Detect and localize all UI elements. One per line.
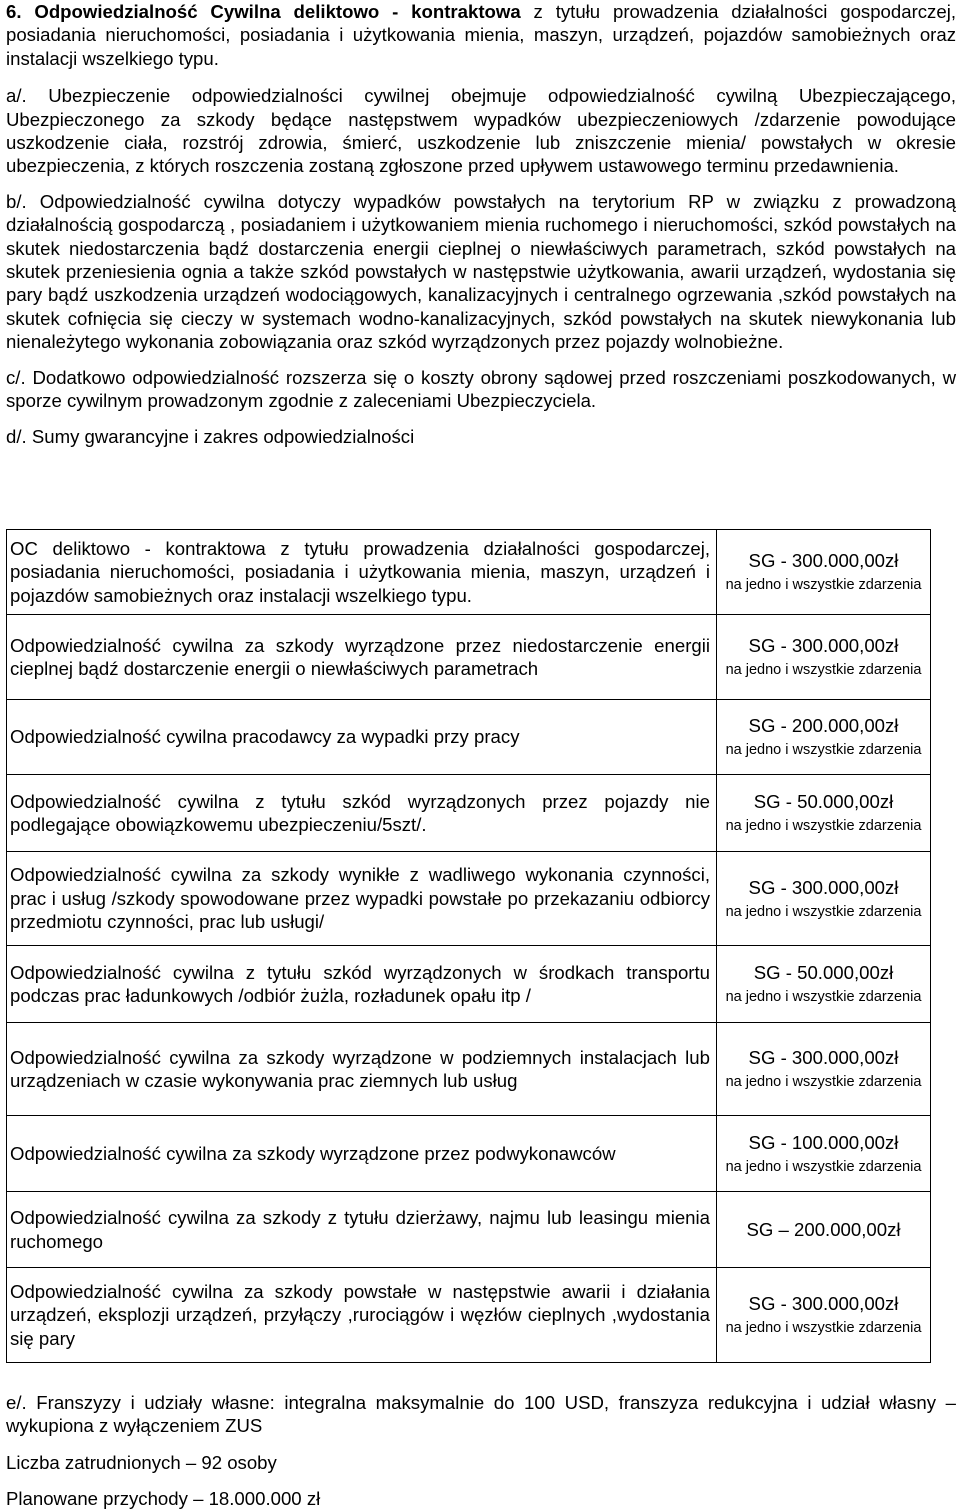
coverage-description: Odpowiedzialność cywilna za szkody wynikłe z wadliwego wykonania czynności, prac i usług /szkody spowodowane przez wypadki powstałe po przekazaniu odbiorcy przedmiotu czynności, prac lub usługi/ xyxy=(7,852,717,946)
table-row xyxy=(7,946,931,1023)
limit-scope: na jedno i wszystkie zdarzenia xyxy=(725,577,922,593)
coverage-limit xyxy=(717,615,931,700)
table-row xyxy=(7,1116,931,1192)
coverage-description: Odpowiedzialność cywilna za szkody wyrządzone przez niedostarczenie energii cieplnej bądź dostarczenie energii o niewłaściwych parametrach xyxy=(7,615,717,700)
limit-amount: SG - 300.000,00zł xyxy=(748,1047,899,1068)
limit-scope: na jedno i wszystkie zdarzenia xyxy=(725,742,922,758)
planned-revenue: Planowane przychody – 18.000.000 zł xyxy=(6,1488,321,1509)
coverage-limit xyxy=(717,1192,931,1268)
coverage-limit xyxy=(717,700,931,775)
limit-amount: SG - 300.000,00zł xyxy=(748,876,899,898)
limit-scope: na jedno i wszystkie zdarzenia xyxy=(725,1320,922,1336)
paragraph-a: a/. Ubezpieczenie odpowiedzialności cywilnej obejmuje odpowiedzialność cywilną Ubezpieczającego, Ubezpieczonego za szkody będące następstwem wypadków ubezpieczeniowych /zdarzenie powodujące uszkodzenie ciała, rozstrój zdrowia, śmierć, uszkodzenie lub zniszczenie mienia/ powstałych w okresie ubezpieczenia, z których roszczenia zostaną zgłoszone przed upływem ustawowego terminu przedawnienia. xyxy=(6,85,956,177)
section-heading xyxy=(6,0,956,70)
limit-amount: SG - 300.000,00zł xyxy=(748,550,899,571)
table-row xyxy=(7,1268,931,1363)
paragraph-d: d/. Sumy gwarancyjne i zakres odpowiedzialności xyxy=(6,425,415,447)
coverage-description: Odpowiedzialność cywilna z tytułu szkód wyrządzonych przez pojazdy nie podlegające obowiązkowemu ubezpieczeniu/5szt/. xyxy=(7,775,717,852)
coverage-limit xyxy=(717,946,931,1023)
limit-amount: SG - 200.000,00zł xyxy=(748,715,899,736)
coverage-table xyxy=(6,529,931,1363)
coverage-limit xyxy=(717,1116,931,1192)
paragraph-e: e/. Franszyzy i udziały własne: integralna maksymalnie do 100 USD, franszyza redukcyjna i udział własny – wykupiona z wyłączeniem ZUS xyxy=(6,1392,956,1437)
limit-scope: na jedno i wszystkie zdarzenia xyxy=(725,818,922,834)
table-row xyxy=(7,852,931,946)
coverage-description: Odpowiedzialność cywilna pracodawcy za wypadki przy pracy xyxy=(7,700,717,775)
limit-amount: SG - 300.000,00zł xyxy=(748,635,899,656)
coverage-description: Odpowiedzialność cywilna za szkody powstałe w następstwie awarii i działania urządzeń, eksplozji urządzeń, przyłączy ,rurociągów i węzłów cieplnych ,wydostania się pary xyxy=(7,1268,717,1363)
table-row xyxy=(7,700,931,775)
coverage-limit xyxy=(717,775,931,852)
coverage-limit xyxy=(717,1268,931,1363)
coverage-description: Odpowiedzialność cywilna za szkody wyrządzone przez podwykonawców xyxy=(7,1116,717,1192)
limit-amount: SG - 100.000,00zł xyxy=(748,1131,899,1153)
employee-count: Liczba zatrudnionych – 92 osoby xyxy=(6,1452,277,1473)
table-row xyxy=(7,775,931,852)
section-heading-title: 6. Odpowiedzialność Cywilna deliktowo - kontraktowa xyxy=(6,1,521,22)
coverage-limit xyxy=(717,530,931,615)
section-heading-subtitle: z tytułu prowadzenia działalności gospodarczej, posiadania nieruchomości, posiadania i użytkowania mienia, maszyn, urządzeń, pojazdów samobieżnych oraz instalacji wszelkiego typu. xyxy=(6,1,956,69)
limit-scope: na jedno i wszystkie zdarzenia xyxy=(725,1074,922,1090)
coverage-description: OC deliktowo - kontraktowa z tytułu prowadzenia działalności gospodarczej, posiadania nieruchomości, posiadania i użytkowania mienia, maszyn, urządzeń i pojazdów samobieżnych oraz instalacji wszelkiego typu. xyxy=(7,530,717,615)
limit-amount: SG - 300.000,00zł xyxy=(748,1293,899,1314)
paragraph-b: b/. Odpowiedzialność cywilna dotyczy wypadków powstałych na terytorium RP w związku z prowadzoną działalnością gospodarczą , posiadaniem i użytkowaniem mienia ruchomego i nieruchomości, szkód powstałych na skutek niedostarczenia bądź dostarczenia energii cieplnej o niewłaściwych parametrach, szkód powstałych na skutek przeniesienia ognia a także szkód powstałych w następstwie użytkowania, awarii urządzeń, wydostania się pary bądź uszkodzenia urządzeń wodociągowych, kanalizacyjnych i centralnego ogrzewania ,szkód powstałych na skutek cofnięcia się cieczy w systemach wodno-kanalizacyjnych, szkód powstałych na skutek niewykonania lub nienależytego wykonania zobowiązania oraz szkód wyrządzonych przez pojazdy wolnobieżne. xyxy=(6,190,956,353)
document-page xyxy=(6,0,956,1509)
table-row xyxy=(7,615,931,700)
table-row xyxy=(7,1192,931,1268)
limit-amount: SG – 200.000,00zł xyxy=(746,1218,901,1240)
limit-amount: SG - 50.000,00zł xyxy=(753,791,894,812)
coverage-limit xyxy=(717,1023,931,1116)
coverage-limit xyxy=(717,852,931,946)
limit-scope: na jedno i wszystkie zdarzenia xyxy=(725,989,922,1005)
paragraph-c: c/. Dodatkowo odpowiedzialność rozszerza się o koszty obrony sądowej przed roszczeniami poszkodowanych, w sporze cywilnym prowadzonym zgodnie z zaleceniami Ubezpieczyciela. xyxy=(6,366,956,412)
limit-scope: na jedno i wszystkie zdarzenia xyxy=(725,903,922,920)
limit-scope: na jedno i wszystkie zdarzenia xyxy=(725,662,922,678)
coverage-description: Odpowiedzialność cywilna za szkody wyrządzone w podziemnych instalacjach lub urządzeniach w czasie wykonywania prac ziemnych lub usług xyxy=(7,1023,717,1116)
table-row xyxy=(7,530,931,615)
coverage-description: Odpowiedzialność cywilna za szkody z tytułu dzierżawy, najmu lub leasingu mienia ruchomego xyxy=(7,1192,717,1268)
coverage-description: Odpowiedzialność cywilna z tytułu szkód wyrządzonych w środkach transportu podczas prac ładunkowych /odbiór żużla, rozładunek opału itp / xyxy=(7,946,717,1023)
table-row xyxy=(7,1023,931,1116)
limit-scope: na jedno i wszystkie zdarzenia xyxy=(725,1158,922,1175)
limit-amount: SG - 50.000,00zł xyxy=(753,962,894,983)
